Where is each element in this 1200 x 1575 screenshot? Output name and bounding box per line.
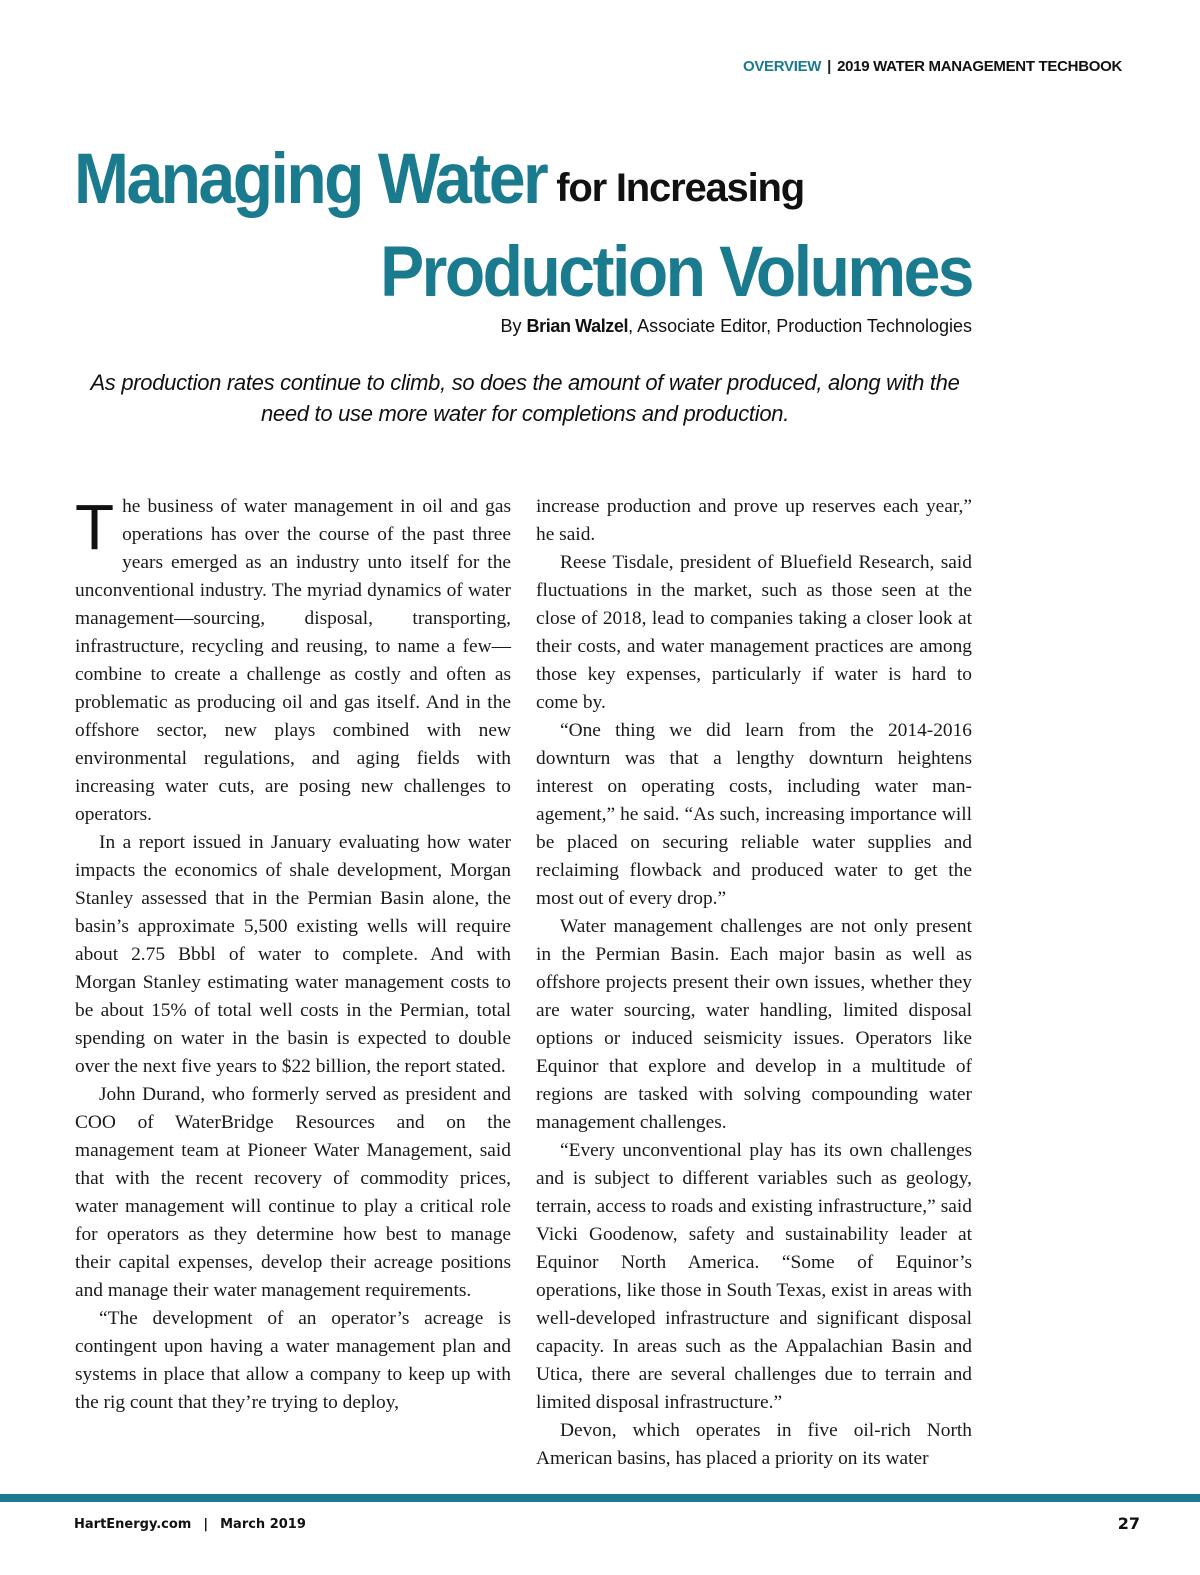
paragraph-text: he business of water management in oil and gas operations has over the course of the past three years emerged as an industry unto itself for the unconventional industry. The myriad dynamics of water management—sourcing, disposal, transporting, infrastructure, recycling and reusing, to name a few—combine to create a challenge as costly and often as problematic as producing oil and gas itself. And in the offshore sector, new plays combined with new environmental regulations, and aging fields with increasing water cuts, are posing new challenges to operators. [75,496,511,825]
section-label: OVERVIEW [742,58,822,75]
byline [501,316,972,337]
drop-cap: T [75,491,115,563]
page-number: 27 [1117,1514,1140,1533]
headline-main: Managing Water [74,138,547,218]
paragraph: Devon, which operates in five oil-rich North American basins, has placed a priority on its water [536,1420,972,1469]
headline-line-2: Production Volumes [380,231,972,311]
headline-connector: for Increasing [556,166,804,210]
footer-separator: | [203,1517,209,1532]
body-column-right [536,493,972,1473]
body-column-left [75,493,511,1417]
paragraph: “Every unconventional play has its own challenges and is subject to different variables such as geology, terrain, access to roads and existing infrastructure,” said Vicki Goodenow, safety and sustainability leader at Equinor North America. “Some of Equinor’s operations, like those in South Texas, exist in areas with well-developed infrastructure and significant disposal capacity. In areas such as the Appalachian Basin and Utica, there are several challenges due to terrain and limited disposal infrastructure.” [536,1140,972,1413]
paragraph: increase production and prove up reserves each year,” he said. [536,496,972,545]
paragraph: “One thing we did learn from the 2014-2016 downturn was that a lengthy downturn heightens interest on operating costs, including water management,” he said. “As such, increasing importance will be placed on securing reliable water supplies and reclaiming flowback and produced water to get the most out of every drop.” [536,720,972,909]
paragraph: Water management challenges are not only present in the Permian Basin. Each major basin as well as offshore projects present their own issues, whether they are water sourcing, water handling, limited disposal options or induced seismicity issues. Operators like Equinor that explore and develop in a multitude of regions are tasked with solving compounding water management challenges. [536,916,972,1133]
author-role: , Associate Editor, Production Technologies [628,316,972,336]
paragraph: Reese Tisdale, president of Bluefield Research, said fluctuations in the market, such as those seen at the close of 2018, lead to companies taking a closer look at their costs, and water management practices are among those key expenses, particularly if water is hard to come by. [536,552,972,713]
paragraph: “The development of an operator’s acreage is contingent upon having a water management plan and systems in place that allow a company to keep up with the rig count that they’re trying to deploy, [75,1308,511,1413]
footer-info [74,1517,306,1532]
footer-rule [0,1494,1200,1502]
author-name: Brian Walzel [526,316,629,336]
paragraph: In a report issued in January evaluating how water impacts the economics of shale development, Morgan Stanley assessed that in the Permian Basin alone, the basin’s approximate 5,500 existing wells will require about 2.75 Bbbl of water to complete. And with Morgan Stanley estimating water management costs to be about 15% of total well costs in the Permian, total spending on water in the basin is expected to double over the next five years to $22 billion, the report stated. [75,832,511,1077]
footer-site: HartEnergy.com [74,1517,192,1532]
paragraph [75,493,511,829]
header-separator: | [827,58,832,75]
byline-prefix: By [500,316,522,336]
footer-date: March 2019 [220,1517,306,1532]
headline-line-1 [74,140,804,216]
publication-label: 2019 WATER MANAGEMENT TECHBOOK [837,58,1122,75]
running-header [743,58,1122,75]
paragraph: John Durand, who formerly served as president and COO of WaterBridge Resources and on the management team at Pioneer Water Management, said that with the recent recovery of commodity prices, water management will continue to play a critical role for operators as they determine how best to manage their capital expenses, develop their acreage positions and manage their water management requirements. [75,1084,511,1301]
article-dek: As production rates continue to climb, so does the amount of water produced, along with the need to use more water for completions and production. [90,370,960,426]
